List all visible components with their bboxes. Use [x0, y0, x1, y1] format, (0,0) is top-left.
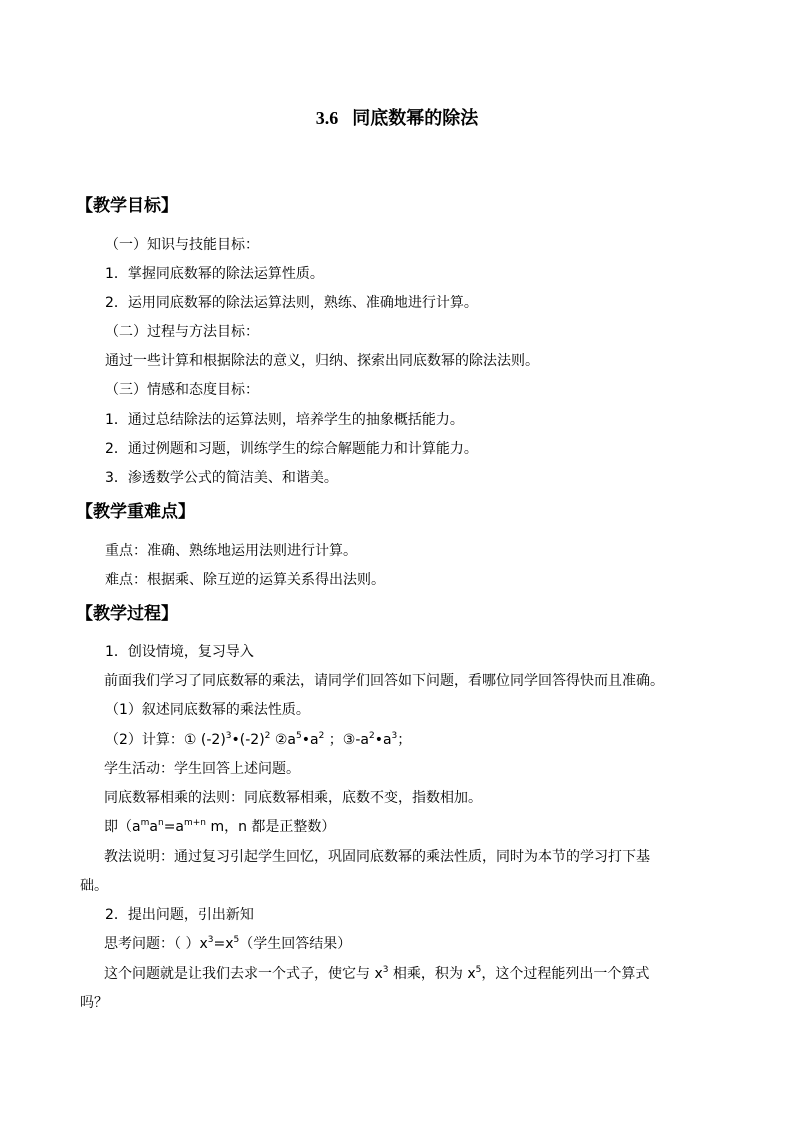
exponent: 2 — [368, 731, 375, 741]
explain-text: ，这个过程能列出一个算式 — [481, 966, 650, 982]
goal-line: （二）过程与方法目标： — [105, 324, 259, 340]
question-text: =x — [213, 936, 234, 952]
formula-text: 即（a — [104, 819, 141, 835]
exponent: 3 — [382, 965, 389, 975]
goal-line: 2．运用同底数幂的除法运算法则，熟练、准确地进行计算。 — [105, 295, 478, 311]
exponent: 5 — [296, 731, 302, 741]
goal-line: 1．掌握同底数幂的除法运算性质。 — [105, 266, 324, 282]
calc-text: （2）计算：① (-2) — [105, 732, 226, 748]
exponent: 5 — [475, 965, 482, 975]
exponent: m — [140, 818, 150, 828]
formula-text: m，n 都是正整数） — [206, 819, 336, 835]
calc-text: •a — [374, 732, 392, 748]
goal-line: 通过一些计算和根据除法的意义，归纳、探索出同底数幂的除法法则。 — [105, 353, 539, 369]
process-line: 2．提出问题，引出新知 — [105, 907, 254, 923]
calc-text: ； — [397, 732, 412, 748]
process-line: 前面我们学习了同底数幂的乘法，请同学们回答如下问题，看哪位同学回答得快而且准确。 — [104, 673, 664, 689]
exponent: m+n — [184, 818, 207, 828]
process-line: 础。 — [80, 878, 108, 894]
formula-text: a — [149, 819, 158, 835]
key-point-line: 重点：准确、熟练地运用法则进行计算。 — [105, 543, 357, 559]
explain-text: 这个问题就是让我们去求一个式子，使它与 x — [104, 966, 383, 982]
key-point-line: 难点：根据乘、除互逆的运算关系得出法则。 — [105, 572, 385, 588]
section-number: 3.6 — [315, 108, 339, 128]
exponent: 2 — [264, 731, 271, 741]
heading-key-points: 【教学重难点】 — [76, 502, 195, 522]
process-line-formula — [104, 816, 335, 836]
process-line: 同底数幂相乘的法则：同底数幂相乘，底数不变，指数相加。 — [104, 790, 482, 806]
explain-text: 相乘，积为 x — [388, 966, 476, 982]
exponent: 3 — [207, 935, 214, 945]
calc-text: ②a — [270, 732, 296, 748]
formula-text: =a — [163, 819, 184, 835]
goal-line: （三）情感和态度目标： — [105, 382, 259, 398]
exponent: 3 — [391, 731, 398, 741]
calc-text: •(-2) — [231, 732, 265, 748]
goal-line: 2．通过例题和习题，训练学生的综合解题能力和计算能力。 — [105, 441, 478, 457]
process-line-question — [104, 933, 351, 953]
exponent: 5 — [233, 935, 240, 945]
calc-text: •a — [301, 732, 319, 748]
question-text: 思考问题：（ ）x — [104, 936, 208, 952]
goal-line: 1．通过总结除法的运算法则，培养学生的抽象概括能力。 — [105, 412, 464, 428]
process-line: 学生活动：学生回答上述问题。 — [104, 761, 300, 777]
process-line: （1）叙述同底数幂的乘法性质。 — [105, 702, 310, 718]
process-line: 1．创设情境，复习导入 — [105, 644, 254, 660]
process-line: 吗？ — [80, 995, 108, 1011]
page-title — [0, 104, 794, 130]
heading-teaching-goals: 【教学目标】 — [76, 196, 178, 216]
question-text: （学生回答结果） — [239, 936, 352, 952]
exponent: 3 — [225, 731, 232, 741]
goal-line: （一）知识与技能目标： — [105, 237, 259, 253]
title-text: 同底数幂的除法 — [352, 108, 479, 129]
calc-text: ；③-a — [324, 732, 369, 748]
exponent: 2 — [318, 731, 325, 741]
goal-line: 3．渗透数学公式的简洁美、和谐美。 — [105, 470, 338, 486]
process-line-explain — [104, 963, 649, 983]
heading-teaching-process: 【教学过程】 — [76, 604, 178, 624]
exponent: n — [157, 818, 164, 828]
process-line: 教法说明：通过复习引起学生回忆，巩固同底数幂的乘法性质，同时为本节的学习打下基 — [104, 849, 650, 865]
process-line-calc — [105, 729, 411, 749]
